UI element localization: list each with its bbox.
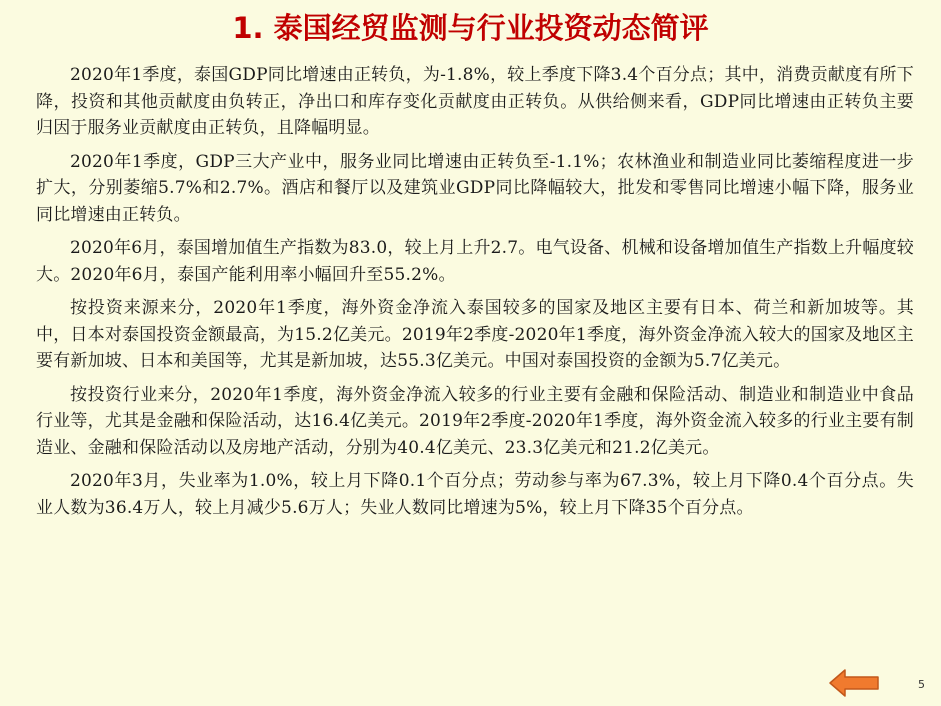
left-arrow-icon xyxy=(830,670,878,696)
paragraph-investment-by-source: 按投资来源来分，2020年1季度，海外资金净流入泰国较多的国家及地区主要有日本、荷兰和新加坡等。其中，日本对泰国投资金额最高，为15.2亿美元。2019年2季度-2020年1季度，海外资金净流入较大的国家及地区主要有新加坡、日本和美国等，尤其是新加坡，达55.3亿美元。中国对泰国投资的金额为5.7亿美元。 xyxy=(36,298,914,371)
back-arrow-button[interactable] xyxy=(828,668,880,698)
slide-content xyxy=(36,62,914,528)
paragraph-production-index: 2020年6月，泰国增加值生产指数为83.0，较上月上升2.7。电气设备、机械和设备增加值生产指数上升幅度较大。2020年6月，泰国产能利用率小幅回升至55.2%。 xyxy=(36,238,914,285)
page-number: 5 xyxy=(918,678,925,691)
paragraph-investment-by-industry: 按投资行业来分，2020年1季度，海外资金净流入较多的行业主要有金融和保险活动、制造业和制造业中食品行业等，尤其是金融和保险活动，达16.4亿美元。2019年2季度-2020年1季度，海外资金流入较多的行业主要有制造业、金融和保险活动以及房地产活动，分别为40.4亿美元、23.3亿美元和21.2亿美元。 xyxy=(36,384,914,458)
paragraph-industry-breakdown: 2020年1季度，GDP三大产业中，服务业同比增速由正转负至-1.1%；农林渔业和制造业同比萎缩程度进一步扩大，分别萎缩5.7%和2.7%。酒店和餐厅以及建筑业GDP同比降幅较大，批发和零售同比增速小幅下降，服务业同比增速由正转负。 xyxy=(36,151,914,225)
slide-title: 1. 泰国经贸监测与行业投资动态简评 xyxy=(232,11,709,45)
paragraph-employment: 2020年3月，失业率为1.0%，较上月下降0.1个百分点；劳动参与率为67.3%，较上月下降0.4个百分点。失业人数为36.4万人，较上月减少5.6万人；失业人数同比增速为5%，较上月下降35个百分点。 xyxy=(36,471,914,518)
paragraph-gdp-overview: 2020年1季度，泰国GDP同比增速由正转负，为-1.8%，较上季度下降3.4个百分点；其中，消费贡献度有所下降，投资和其他贡献度由负转正，净出口和库存变化贡献度由正转负。从供给侧来看，GDP同比增速由正转负主要归因于服务业贡献度由正转负，且降幅明显。 xyxy=(36,65,914,138)
